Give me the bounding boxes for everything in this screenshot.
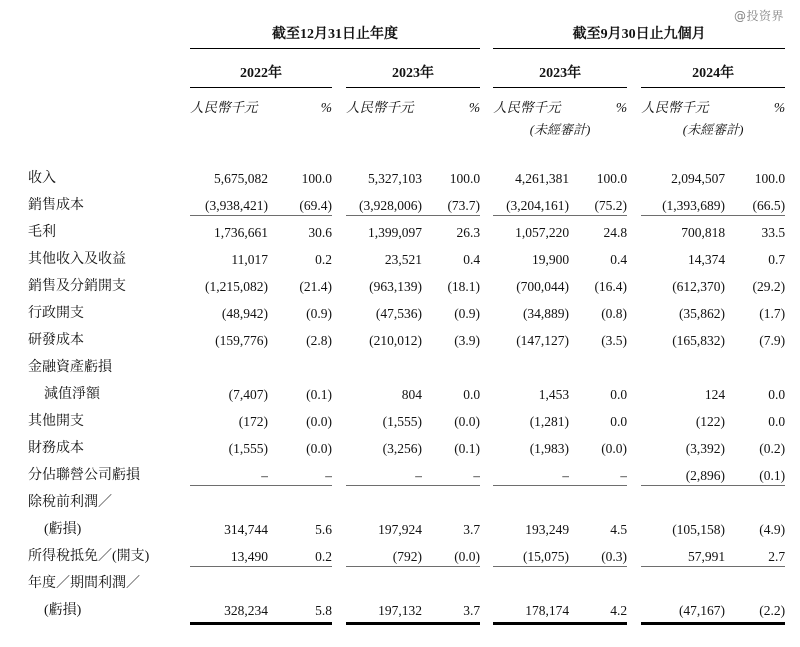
double-rule [190, 622, 268, 625]
table-row-selling-distribution-expenses [28, 269, 785, 296]
cell-value: 100.0 [449, 171, 481, 186]
cell-value: 13,490 [190, 539, 268, 566]
cell-value: 5,675,082 [214, 171, 268, 186]
cell-value: (16.4) [594, 279, 628, 294]
cell-value: (3,256) [382, 441, 422, 456]
column-gap [480, 512, 493, 539]
percent-label: % [773, 100, 786, 115]
year-2024-9m: 2024年 [641, 49, 785, 88]
cell-value: 100.0 [596, 171, 628, 186]
table-row-profit-for-year [28, 593, 785, 620]
cell-value: (21.4) [299, 279, 332, 294]
column-gap [332, 566, 346, 593]
row-label: (虧損) [44, 603, 82, 618]
column-gap [480, 404, 493, 431]
cell-value: 4,261,381 [515, 171, 570, 186]
year-2023: 2023年 [346, 49, 480, 88]
cell-value [422, 350, 480, 377]
unit-label: 人民幣千元 [346, 100, 414, 115]
double-rule-cell [493, 620, 569, 630]
blank [28, 620, 190, 630]
column-gap [332, 242, 346, 269]
cell-value: (210,012) [369, 333, 422, 348]
cell-value [569, 566, 627, 593]
table-row-finance-costs [28, 431, 785, 458]
column-gap [480, 138, 493, 188]
double-rule-cell [190, 620, 268, 630]
double-rule-cell [569, 620, 627, 630]
table-row-rd-costs [28, 323, 785, 350]
header-spacer [28, 49, 190, 88]
row-label: 其他開支 [28, 414, 84, 429]
column-gap [332, 188, 346, 215]
cell-value: (1,555) [228, 441, 268, 456]
column-gap [480, 188, 493, 215]
row-label: 金融資產虧損 [28, 360, 112, 375]
column-gap [332, 116, 346, 138]
column-gap [332, 431, 346, 458]
cell-value: 100.0 [754, 171, 786, 186]
column-gap [627, 188, 641, 215]
column-gap [332, 377, 346, 404]
cell-value: (0.0) [601, 441, 628, 456]
cell-value: 2,094,507 [671, 171, 726, 186]
column-gap [480, 296, 493, 323]
cell-value [268, 485, 332, 512]
cell-value: (0.0) [454, 414, 481, 429]
column-gap [627, 116, 641, 138]
row-label: 銷售及分銷開支 [28, 279, 126, 294]
column-gap [627, 512, 641, 539]
column-gap [480, 458, 493, 485]
column-gap [627, 485, 641, 512]
column-gap [332, 49, 346, 88]
cell-value: (3,204,161) [493, 188, 569, 215]
cell-value: – [422, 458, 480, 485]
cell-value [190, 485, 268, 512]
cell-value [641, 350, 725, 377]
period-group-annual: 截至12月31日止年度 [190, 14, 480, 49]
cell-value: (147,127) [516, 333, 570, 348]
column-gap [627, 350, 641, 377]
cell-value: 0.0 [768, 387, 786, 402]
cell-value: 197,924 [378, 522, 422, 537]
cell-value [569, 485, 627, 512]
cell-value: 0.2 [268, 539, 332, 566]
cell-value: 30.6 [308, 225, 332, 240]
cell-value: 700,818 [681, 225, 726, 240]
column-gap [627, 620, 641, 630]
row-label: (虧損) [44, 522, 82, 537]
cell-value: (69.4) [268, 188, 332, 215]
unit-label: 人民幣千元 [493, 100, 561, 115]
cell-value: (700,044) [516, 279, 570, 294]
column-gap [332, 485, 346, 512]
cell-value: (0.0) [306, 441, 332, 456]
cell-value [641, 566, 725, 593]
table-row-profit-before-tax-label [28, 485, 785, 512]
cell-value: 33.5 [761, 225, 786, 240]
cell-value [641, 485, 725, 512]
cell-value: 178,174 [525, 603, 570, 618]
cell-value: – [569, 458, 627, 485]
column-gap [627, 377, 641, 404]
cell-value: (7,407) [228, 387, 268, 402]
cell-value: (75.2) [569, 188, 627, 215]
column-gap [332, 593, 346, 620]
cell-value: 0.0 [463, 387, 481, 402]
cell-value: (1.7) [759, 306, 786, 321]
cell-value: (73.7) [422, 188, 480, 215]
table-row-revenue [28, 138, 785, 188]
column-gap [332, 296, 346, 323]
cell-value: (105,158) [672, 522, 726, 537]
header-spacer [28, 88, 190, 117]
cell-value [493, 350, 569, 377]
unaudited-label: (未經審計) [529, 122, 591, 137]
blank [346, 116, 480, 138]
double-rule [268, 622, 332, 625]
cell-value: 5.8 [315, 603, 332, 618]
cell-value: 23,521 [384, 252, 422, 267]
cell-value: 1,453 [538, 387, 570, 402]
group-gap [480, 14, 493, 49]
cell-value: 197,132 [378, 603, 422, 618]
cell-value: (963,139) [369, 279, 422, 294]
double-rule [422, 622, 480, 625]
cell-value: (1,281) [529, 414, 570, 429]
table-row-cost-of-sales [28, 188, 785, 215]
cell-value: (47,536) [375, 306, 422, 321]
column-gap [480, 620, 493, 630]
cell-value [190, 350, 268, 377]
cell-value: (2,896) [641, 458, 725, 485]
cell-value: 5.6 [315, 522, 332, 537]
column-gap [627, 88, 641, 117]
cell-value [268, 566, 332, 593]
double-rule-cell [268, 620, 332, 630]
column-gap [332, 88, 346, 117]
cell-value [422, 485, 480, 512]
cell-value: (172) [238, 414, 268, 429]
column-gap [480, 242, 493, 269]
row-label: 銷售成本 [28, 198, 84, 213]
table-header [28, 14, 785, 138]
column-gap [480, 485, 493, 512]
table-row-profit-for-year-label [28, 566, 785, 593]
column-gap [332, 458, 346, 485]
table-row-gross-profit [28, 215, 785, 242]
row-label: 年度／期間利潤／ [28, 576, 140, 591]
cell-value: 4.5 [610, 522, 628, 537]
cell-value: 1,399,097 [368, 225, 422, 240]
column-gap [332, 539, 346, 566]
cell-value: (3,938,421) [190, 188, 268, 215]
table-row-other-income-and-gains [28, 242, 785, 269]
cell-value: 26.3 [456, 225, 481, 240]
cell-value: (3.5) [601, 333, 628, 348]
column-gap [480, 350, 493, 377]
double-rule [641, 622, 725, 625]
double-rule [346, 622, 422, 625]
column-gap [627, 242, 641, 269]
row-label: 其他收入及收益 [28, 252, 126, 267]
cell-value: (1,983) [529, 441, 570, 456]
cell-value [422, 566, 480, 593]
cell-value: (35,862) [678, 306, 726, 321]
cell-value: (1,393,689) [641, 188, 725, 215]
row-label: 所得稅抵免／(開支) [28, 549, 150, 564]
cell-value: – [268, 458, 332, 485]
cell-value: 0.4 [463, 252, 481, 267]
period-group-nine-months: 截至9月30日止九個月 [493, 14, 785, 49]
cell-value: 0.7 [768, 252, 786, 267]
column-gap [332, 620, 346, 630]
column-gap [627, 269, 641, 296]
cell-value: (34,889) [522, 306, 570, 321]
cell-value: 124 [704, 387, 726, 402]
cell-value: 0.0 [610, 387, 628, 402]
cell-value: (159,776) [215, 333, 268, 348]
double-rule-cell [422, 620, 480, 630]
column-gap [627, 138, 641, 188]
cell-value: 0.4 [610, 252, 628, 267]
cell-value: (18.1) [447, 279, 481, 294]
double-rule-cell [641, 620, 725, 630]
cell-value: (15,075) [493, 539, 569, 566]
cell-value [346, 566, 422, 593]
column-gap [480, 377, 493, 404]
column-gap [332, 404, 346, 431]
cell-value: 0.2 [315, 252, 332, 267]
cell-value: 5,327,103 [368, 171, 422, 186]
row-label: 分佔聯營公司虧損 [28, 468, 140, 483]
cell-value: (2.2) [759, 603, 786, 618]
column-gap [627, 539, 641, 566]
cell-value: 100.0 [301, 171, 332, 186]
cell-value: 4.2 [610, 603, 628, 618]
column-gap [480, 215, 493, 242]
cell-value: (3,928,006) [346, 188, 422, 215]
percent-label: % [320, 100, 332, 115]
cell-value: (0.0) [422, 539, 480, 566]
column-gap [480, 49, 493, 88]
double-rule-cell [346, 620, 422, 630]
column-gap [332, 215, 346, 242]
cell-value: (4.9) [759, 522, 786, 537]
cell-value [346, 485, 422, 512]
cell-value [268, 350, 332, 377]
cell-value: (29.2) [752, 279, 786, 294]
year-2022: 2022年 [190, 49, 332, 88]
table-row-income-tax-credit-expense [28, 539, 785, 566]
cell-value [190, 566, 268, 593]
table-row-impairment-financial-assets-label [28, 350, 785, 377]
cell-value: 314,744 [224, 522, 268, 537]
percent-label: % [468, 100, 481, 115]
cell-value: 19,900 [531, 252, 570, 267]
table-row-impairment-net [28, 377, 785, 404]
cell-value: 328,234 [224, 603, 268, 618]
table-row-share-of-losses-of-associates [28, 458, 785, 485]
column-gap [480, 323, 493, 350]
unaudited-label: (未經審計) [682, 122, 744, 137]
column-gap [627, 593, 641, 620]
cell-value: (0.0) [306, 414, 332, 429]
column-gap [332, 512, 346, 539]
cell-value: – [190, 458, 268, 485]
double-rule [725, 622, 785, 625]
cell-value: (7.9) [759, 333, 786, 348]
cell-value: 3.7 [463, 603, 481, 618]
cell-value [493, 566, 569, 593]
double-rule-row [28, 620, 785, 630]
row-label: 除稅前利潤／ [28, 495, 112, 510]
column-gap [480, 593, 493, 620]
row-label: 行政開支 [28, 306, 84, 321]
cell-value: – [346, 458, 422, 485]
cell-value: 11,017 [231, 252, 268, 267]
cell-value [346, 350, 422, 377]
cell-value: (0.3) [569, 539, 627, 566]
cell-value [493, 485, 569, 512]
row-label: 減值淨額 [44, 387, 100, 402]
cell-value: (2.8) [306, 333, 332, 348]
column-gap [627, 458, 641, 485]
cell-value: (792) [346, 539, 422, 566]
cell-value: 57,991 [641, 539, 725, 566]
double-rule [569, 622, 627, 625]
column-gap [627, 431, 641, 458]
cell-value [725, 350, 785, 377]
column-gap [332, 323, 346, 350]
column-gap [332, 138, 346, 188]
cell-value: (0.1) [306, 387, 332, 402]
column-gap [480, 88, 493, 117]
cell-value: (1,555) [382, 414, 422, 429]
cell-value: (0.8) [601, 306, 628, 321]
table-row-administrative-expenses [28, 296, 785, 323]
table-body [28, 138, 785, 630]
cell-value: 193,249 [525, 522, 570, 537]
column-gap [480, 269, 493, 296]
row-label: 毛利 [28, 225, 56, 240]
column-gap [480, 566, 493, 593]
cell-value: 804 [401, 387, 422, 402]
year-2023-9m: 2023年 [493, 49, 627, 88]
cell-value: (0.1) [454, 441, 481, 456]
cell-value: 3.7 [463, 522, 481, 537]
cell-value: (165,832) [672, 333, 726, 348]
table-row-profit-before-tax [28, 512, 785, 539]
column-gap [480, 431, 493, 458]
column-gap [627, 215, 641, 242]
header-spacer [28, 116, 190, 138]
cell-value: 1,736,661 [214, 225, 268, 240]
cell-value: (612,370) [672, 279, 726, 294]
cell-value [725, 485, 785, 512]
cell-value: (47,167) [678, 603, 726, 618]
cell-value: (0.2) [759, 441, 786, 456]
cell-value: – [493, 458, 569, 485]
column-gap [627, 404, 641, 431]
column-gap [332, 269, 346, 296]
column-gap [627, 323, 641, 350]
column-gap [480, 539, 493, 566]
row-label: 研發成本 [28, 333, 84, 348]
cell-value: 0.0 [768, 414, 786, 429]
cell-value: 14,374 [687, 252, 726, 267]
row-label: 收入 [28, 171, 56, 186]
double-rule [493, 622, 569, 625]
column-gap [332, 350, 346, 377]
unit-label: 人民幣千元 [641, 100, 709, 115]
column-gap [627, 49, 641, 88]
cell-value: (48,942) [221, 306, 268, 321]
cell-value: (3.9) [454, 333, 481, 348]
unit-label: 人民幣千元 [190, 100, 258, 115]
cell-value: (0.9) [306, 306, 332, 321]
header-spacer [28, 14, 190, 49]
column-gap [627, 296, 641, 323]
column-gap [480, 116, 493, 138]
cell-value [725, 566, 785, 593]
column-gap [627, 566, 641, 593]
watermark: @投资界 [733, 9, 784, 23]
cell-value: (122) [695, 414, 726, 429]
cell-value: (0.9) [454, 306, 481, 321]
cell-value: 1,057,220 [515, 225, 570, 240]
cell-value [569, 350, 627, 377]
cell-value: 24.8 [603, 225, 628, 240]
double-rule-cell [725, 620, 785, 630]
blank [190, 116, 332, 138]
cell-value: (66.5) [725, 188, 785, 215]
table-row-other-expenses [28, 404, 785, 431]
financial-statement-table [28, 14, 785, 630]
cell-value: (1,215,082) [205, 279, 268, 294]
cell-value: (0.1) [725, 458, 785, 485]
cell-value: 0.0 [610, 414, 628, 429]
percent-label: % [615, 100, 628, 115]
cell-value: (3,392) [685, 441, 726, 456]
row-label: 財務成本 [28, 441, 84, 456]
cell-value: 2.7 [725, 539, 785, 566]
